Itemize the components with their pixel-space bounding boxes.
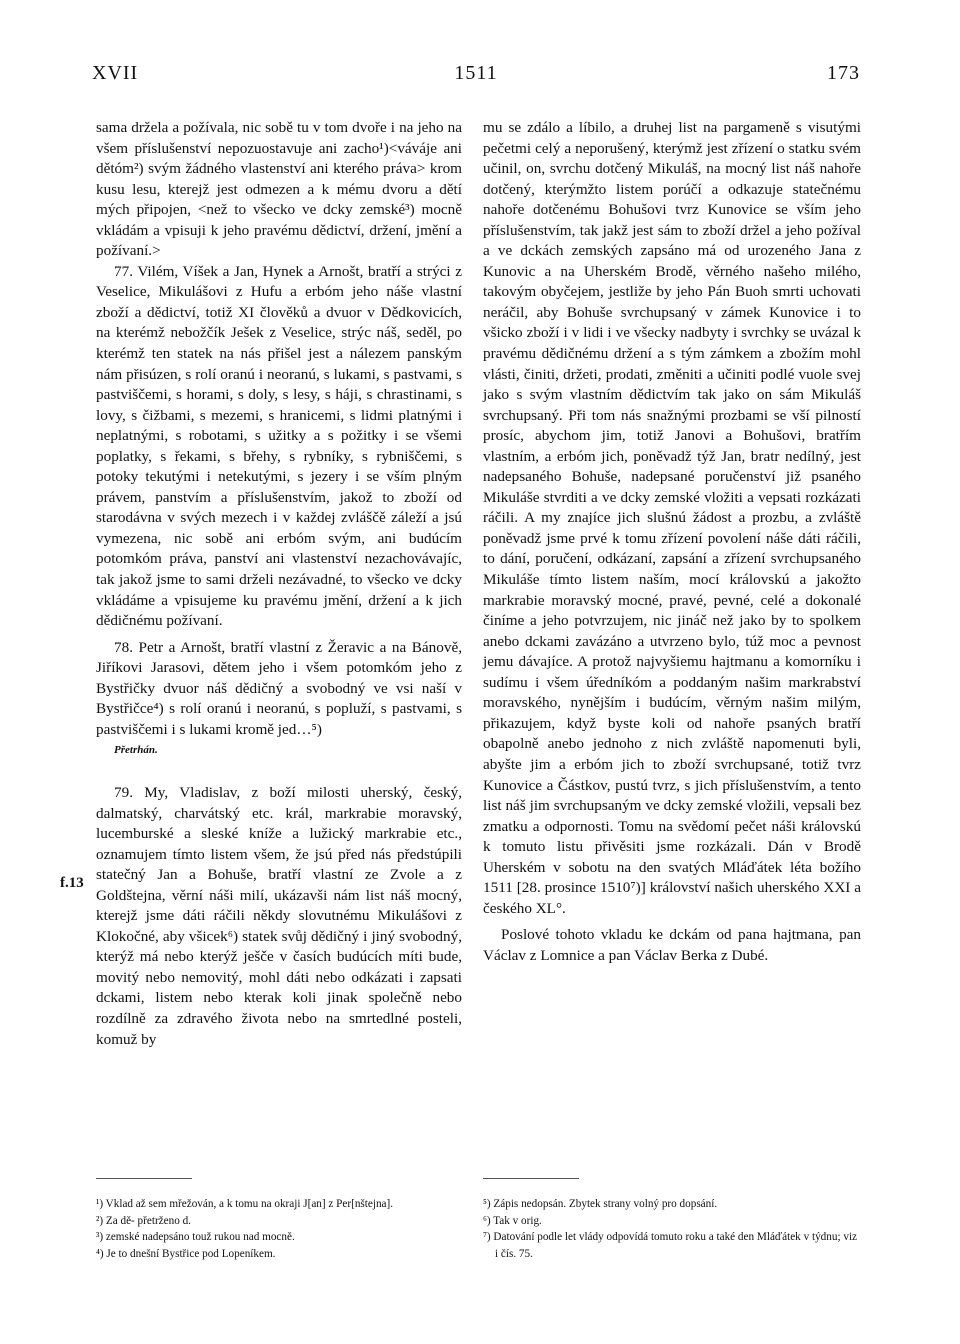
entry-77: 77. Vilém, Víšek a Jan, Hynek a Arnošt, bratří a strýci z Veselice, Mikulášovi z Hufu a erbóm jeho náše vlastní zboží a dědictví, totiž XI člověků a dvuor v Dědkovicích, na kterémž nebožčík Ješek z Veselice, strýc náš, seděl, po kterémž ten statek na nás přišel jest a nálezem panským nám přisúzen, s rolí oranú i neoranú, s lukami, s pastvami, s pastviščemi, s horami, s doly, s lesy, s háji, s chrastinami, s lovy, s čižbami, s mezemi, s hranicemi, s lidmi platnými i neplatnými, s robotami, s užitky a s požitky i se všemi poplatky, s řekami, s břehy, s rybníky, s rybniščemi, s potoky tekutými i netekutými, s jezery i se vším plným právem, panstvím a příslušenstvím, jakož to zboží od starodávna v svých mezech i v každej zvláščě záleží a jsú vymezena, nic sobě ani erbóm svým, ani budúcím potomkóm práva, panství ani vlastenství nezachovávajíc, tak jakož jsme to sami drželi nezávadné, to všecko ve dcky vkládáme a vpisujeme ku pravému jmění, držení a k jich dědičnému požívaní.: [96, 262, 462, 630]
year-heading: 1511: [454, 62, 498, 84]
footnote-5: ⁵) Zápis nedopsán. Zbytek strany volný pro dopsání.: [483, 1198, 718, 1210]
footnote-2: ²) Za dě- přetrženo d.: [96, 1214, 191, 1227]
entry-76-continuation: sama držela a požívala, nic sobě tu v tom dvoře i na jeho na všem příslušenství nepozuostavuje ani zacho¹)<váváje ani dětóm²) svým žádného vlastenství ani kterého práva> krom kusu lesu, kterejž jest odmezen a k mému dvoru a dětí mých připojen, <než to všecko ve dcky zemské³) mocně vkládám a vpisuji k jeho pravému dědictví, držení, jmění a požívaní.>: [96, 119, 462, 260]
footnote-7: ⁷) Datování podle let vlády odpovídá tomuto roku a také den Mláďátek v týdnu; viz i čís. 75.: [483, 1231, 858, 1260]
folio-margin-note: f.13: [60, 875, 84, 891]
footnote-1: ¹) Vklad až sem mřežován, a k tomu na okraji J[an] z Per[nštejna].: [96, 1198, 394, 1210]
volume-roman-numeral: XVII: [92, 62, 139, 84]
footnotes-right: [483, 1196, 861, 1262]
entry-79-continuation: mu se zdálo a líbilo, a druhej list na pargameně s visutými pečetmi celý a neporušený, kterýmž jest zřízení o statku svém učinil, on, svrchu dotčený Mikuláš, na mocný list náš nahoře dotčený, kterýmžto listem porúčí a odkazuje statečnému nahoře dotčenému Bohušovi tvrz Kunovice se vším jeho příslušenstvím, tak jakž jest sám to zboží držel a jeho požíval a ve dckách zemských zapsáno má od urozeného Jana z Kunovic a na Uherském Brodě, věrného našeho milého, takovým obyčejem, jestliže by jeho Pán Buoh smrti uchovati neráčil, aby Bohuše svrchupsaný v zámek Kunovice i to všicko zboží i v lidi i ve všecky nadbyty i svrchky se uvázal k pravému dědičnému držení a s tým zámkem a zbožím mohl vlásti, činiti, držeti, prodati, změniti a učiniti podlé vuole svej jako s svým vlastním dědictvím tak jako on sám Mikuláš svrchupsaný. Při tom nás snažnými prozbami se vší pilností prosíc, abychom jim, totiž Janovi a Bohušovi, bratřím vlastním, a erbóm jich, poněvadž týž Jan, bratr nedílný, jest nadepsaného Bohuše, nadepsané poručenství již psaného Mikuláše stvrditi a ve dcky zemské vložiti a vepsati rozkázati ráčili. A my znajíce jich slušnú žádost a prozbu, a zvláště poněvadž jsme prvé k tomu zřízení povolení náše dáti ráčili, to dání, poručení, odkázaní, zapsání a zřízení svrchupsaného Mikuláše tímto listem naším, mocí královskú a jakožto markrabie moravský mocné, pravé, pevné, celé a dokonalé činíme a jeho potvrzujem, nic jináč než jako by to spolkem anebo dckami zavázáno a utvrzeno bylo, túž moc a pevnost jemu dávajíce. A protož najvyšiemu hajtmanu a komorníku i sudímu i všem úředníkóm a poddaným našim markrabství moravského, nynějším i budúcím, věrným našim milým, přikazujem, když byste koli od nahoře psaných bratří obapolně anebo jednoho z nich zvláště napomenuti byli, abyšte jim a erbóm jich to zboží svrchupsané, totiž tvrz Kunovice a Částkov, pustú tvrz, s jich příslušenstvím, a tento list náš jim svrchupsaným ve dcky zemské vložili, vepsali bez zmatku a odpornosti. Tomu na svědomí pečet náši královskú k tomuto listu přivěsiti jsme rozkázali. Dán v Brodě Uherském v sobotu na den svatých Mláďátek léta božího 1511 [28. prosince 1510⁷)] království našich uherského XXI a českého XL°.: [483, 119, 861, 917]
left-text-column: [96, 118, 462, 1050]
footnote-3: ³) zemské nadepsáno touž rukou nad mocně.: [96, 1231, 295, 1243]
footnote-rule-left: [96, 1178, 192, 1179]
right-text-column: [483, 118, 861, 966]
page-header: [92, 62, 860, 92]
entry-78-note: Přetrhán.: [114, 744, 158, 757]
entry-79: 79. My, Vladislav, z boží milosti uherský, český, dalmatský, charvátský etc. král, markrabie moravský, lucemburské a sleské kníže a lužický markrabie etc., oznamujem tímto listem všem, že jsú před nás předstúpili statečný Jan a Bohuše, bratří vlastní ze Zvole a z Goldštejna, věrní náši milí, ukázavši nám list náš mocný, kterejž jsme dáti ráčili někdy slovutnému Mikulášovi z Klokočné, aby všicek⁶) statek svůj dědičný i jiný svobodný, kterýž má nebo kterýž ješče v časích budúcích míti bude, movitý nebo nemovitý, mohl dáti nebo odkázati i zapsati dckami, listem nebo kterak koli jinak společně nebo rozdílně za zdravého života nebo na smrtedlné posteli, komuž by: [96, 783, 462, 1048]
footnotes-left: [96, 1196, 462, 1262]
footnote-6: ⁶) Tak v orig.: [483, 1214, 542, 1227]
page-number: 173: [827, 62, 860, 84]
entry-78: 78. Petr a Arnošt, bratří vlastní z Žeravic a na Bánově, Jiříkovi Jarasovi, dětem jeho i všem potomkóm jeho z Bystřičky dvuor náš dědičný a svobodný ve vsi naší v Bystřičce⁴) s rolí oranú i neoranú, s popluží, s pastvami, s pastviščemi i s lukami kromě jed…⁵): [96, 638, 462, 738]
footnote-4: ⁴) Je to dnešní Bystřice pod Lopeníkem.: [96, 1247, 276, 1260]
footnote-rule-right: [483, 1178, 579, 1179]
entry-79-messengers: Poslové tohoto vkladu ke dckám od pana hajtmana, pan Václav z Lomnice a pan Václav Berka z Dubé.: [483, 926, 861, 964]
